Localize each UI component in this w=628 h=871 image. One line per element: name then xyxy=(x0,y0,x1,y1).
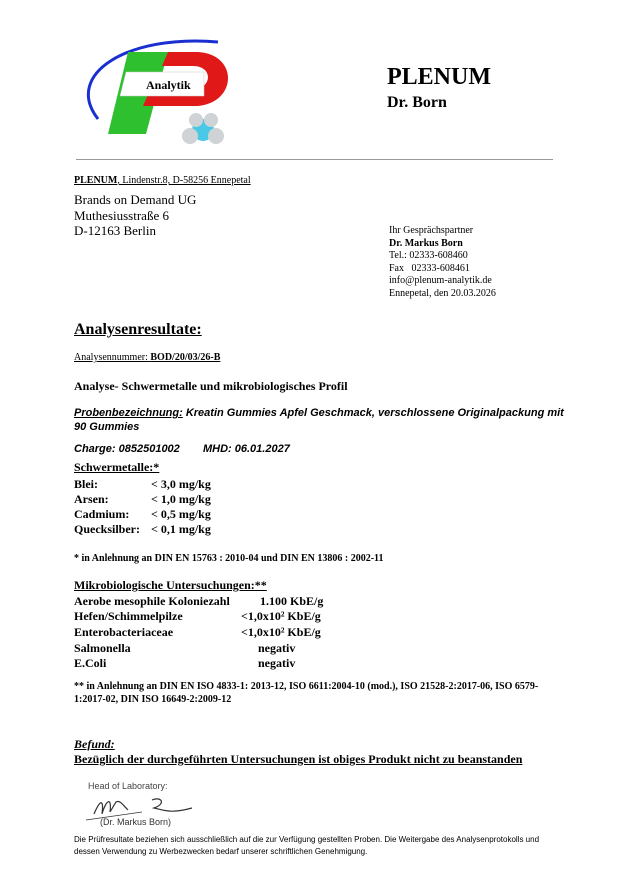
sender-name: PLENUM xyxy=(74,175,118,186)
micro-footnote: ** in Anlehnung an DIN EN ISO 4833-1: 2013-12, ISO 6611:2004-10 (mod.), ISO 21528-2:2017-06, ISO 6579-1:2017-02, DIN ISO 16649-2:2009-12 xyxy=(74,681,539,705)
micro-value: <1,0x10² KbE/g xyxy=(241,609,321,623)
micro-value: negativ xyxy=(258,656,296,670)
micro-name: Salmonella xyxy=(74,641,131,655)
heavy-metals-heading: Schwermetalle:* xyxy=(74,460,160,474)
metal-value: < 0,1 mg/kg xyxy=(151,522,211,536)
metal-name: Cadmium: xyxy=(74,507,130,521)
contact-tel: Tel.: 02333-608460 xyxy=(389,250,468,261)
recipient-block xyxy=(74,192,196,239)
micro-name: Aerobe mesophile Koloniezahl xyxy=(74,594,230,608)
heavy-metals-footnote: * in Anlehnung an DIN EN 15763 : 2010-04 und DIN EN 13806 : 2002-11 xyxy=(74,553,384,564)
page-title: Analysenresultate: xyxy=(74,321,202,338)
contact-label: Ihr Gesprächspartner xyxy=(389,225,474,236)
micro-heading: Mikrobiologische Untersuchungen:** xyxy=(74,578,267,592)
logo-text: Analytik xyxy=(146,78,191,92)
sender-address: , Lindenstr.8, D-58256 Ennepetal xyxy=(117,175,251,186)
contact-block xyxy=(389,225,496,300)
analysis-number-label: Analysennummer: xyxy=(74,352,148,363)
recipient-line: D-12163 Berlin xyxy=(74,223,156,238)
brand-name: PLENUM xyxy=(387,64,491,90)
micro-value: 1.100 KbE/g xyxy=(260,594,324,608)
metal-name: Arsen: xyxy=(74,492,109,506)
metal-name: Quecksilber: xyxy=(74,522,140,536)
contact-place-date: Ennepetal, den 20.03.2026 xyxy=(389,287,496,299)
metal-value: < 0,5 mg/kg xyxy=(151,507,211,521)
micro-name: Enterobacteriaceae xyxy=(74,625,174,639)
micro-name: E.Coli xyxy=(74,656,107,670)
finding-label: Befund: xyxy=(74,737,115,751)
analysis-number xyxy=(74,352,220,363)
finding-text: Bezüglich der durchgeführten Untersuchungen ist obiges Produkt nicht zu beanstanden xyxy=(74,752,523,766)
contact-person: Dr. Markus Born xyxy=(389,237,463,249)
signature-head: Head of Laboratory: xyxy=(88,781,168,791)
contact-email: info@plenum-analytik.de xyxy=(389,275,492,286)
header-divider xyxy=(76,159,553,160)
contact-fax: Fax 02333-608461 xyxy=(389,262,470,274)
sample-charge: Charge: 0852501002 xyxy=(74,443,180,455)
analysis-title: Analyse- Schwermetalle und mikrobiologisches Profil xyxy=(74,379,348,393)
sender-line xyxy=(74,175,251,186)
metal-name: Blei: xyxy=(74,477,98,491)
micro-value: <1,0x10² KbE/g xyxy=(241,625,321,639)
micro-value: negativ xyxy=(258,641,296,655)
footer-disclaimer: Die Prüfresultate beziehen sich ausschließlich auf die zur Verfügung gestellten Proben. Die Weitergabe des Analysenprotokolls und dessen Verwendung zu Werbezwecken bedarf unserer schriftlichen Genehmigung. xyxy=(74,835,540,856)
analysis-number-value: BOD/20/03/26-B xyxy=(150,352,221,363)
plenum-logo xyxy=(68,14,238,154)
sample-mhd: MHD: 06.01.2027 xyxy=(203,443,290,455)
brand-sub: Dr. Born xyxy=(387,94,447,111)
signature-name: (Dr. Markus Born) xyxy=(100,817,172,827)
sample-text: Kreatin Gummies Apfel Geschmack, verschlossene Originalpackung mit 90 Gummies xyxy=(74,407,564,433)
micro-name: Hefen/Schimmelpilze xyxy=(74,609,183,623)
sample-description xyxy=(74,406,564,434)
metal-value: < 3,0 mg/kg xyxy=(151,477,211,491)
sample-label: Probenbezeichnung: xyxy=(74,407,183,419)
metal-value: < 1,0 mg/kg xyxy=(151,492,211,506)
recipient-line: Muthesiusstraße 6 xyxy=(74,207,169,223)
recipient-line: Brands on Demand UG xyxy=(74,192,197,207)
